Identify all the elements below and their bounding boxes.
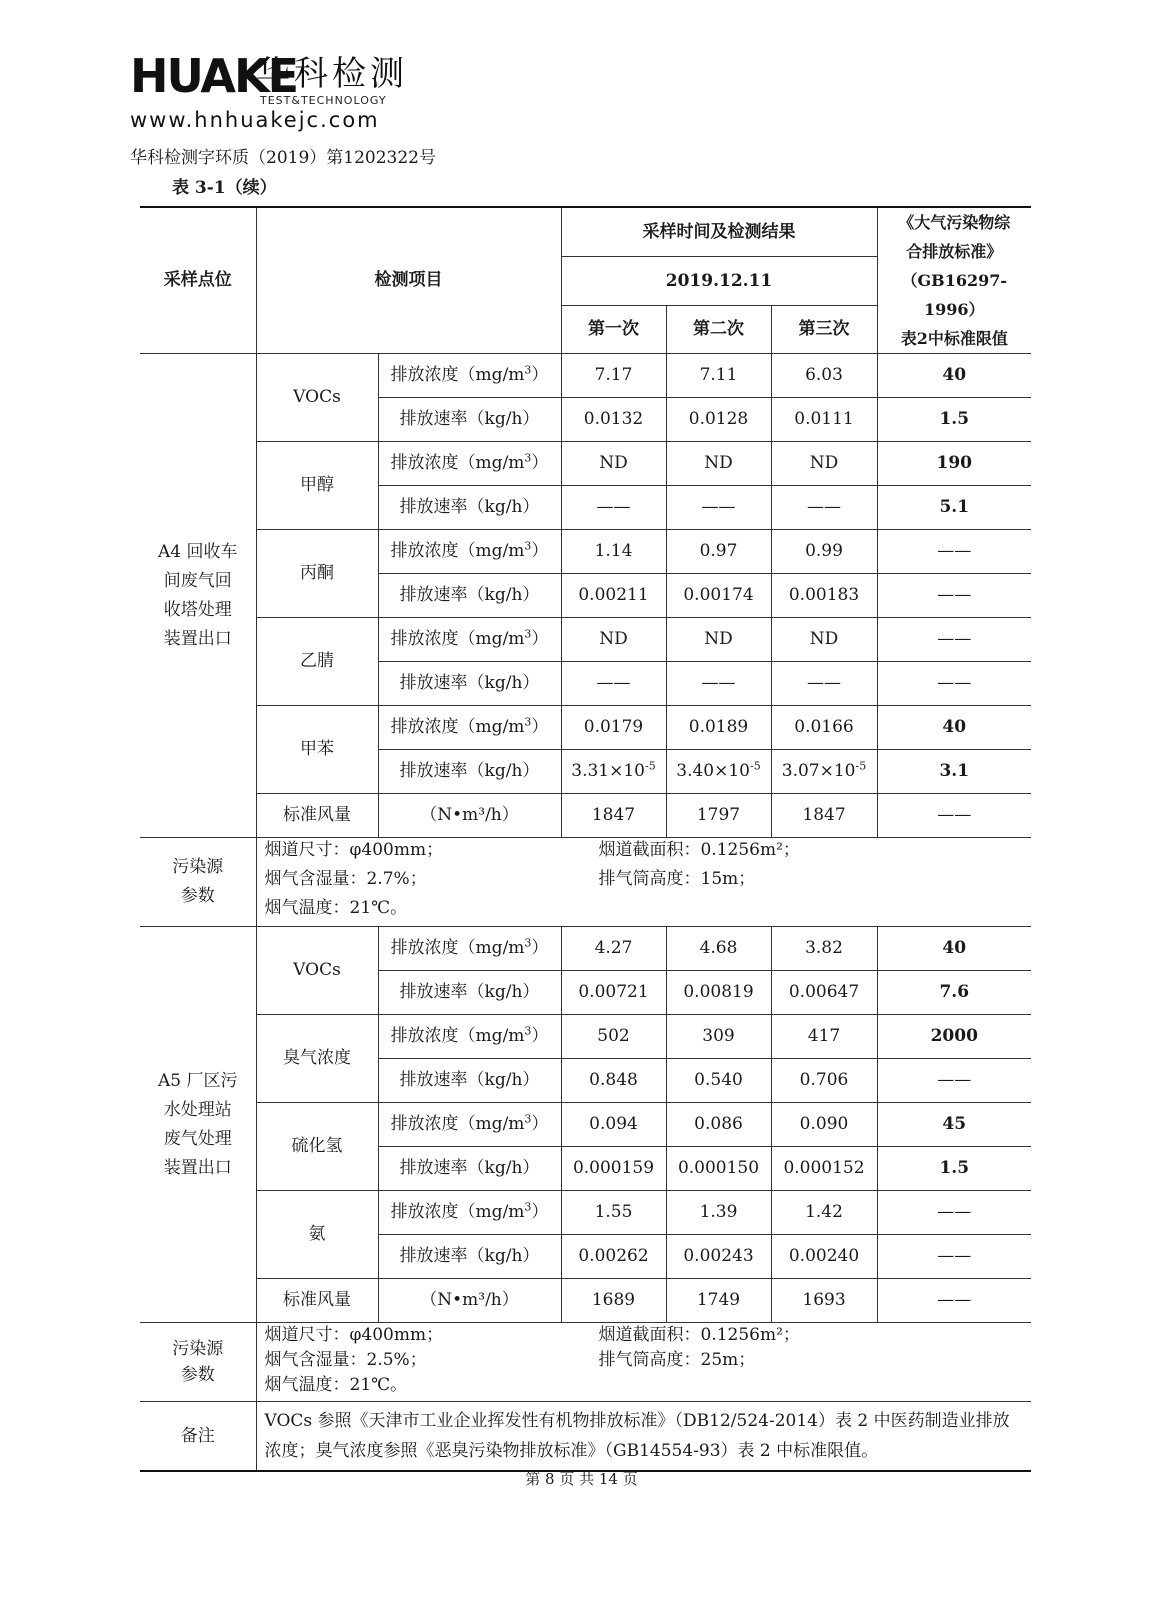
table-title: 表 3-1（续） (172, 178, 277, 198)
logo-subtitle: TEST&TECHNOLOGY (260, 94, 387, 107)
value-cell: ND (771, 618, 877, 662)
point-a4: A4 回收车 间废气回 收塔处理 装置出口 (140, 354, 256, 838)
item-methanol: 甲醇 (256, 442, 378, 530)
value-cell: 0.000150 (666, 1147, 771, 1191)
value-cell: 0.706 (771, 1059, 877, 1103)
value-cell: 0.00647 (771, 971, 877, 1015)
item-vocs: VOCs (256, 927, 378, 1015)
item-acetonitrile: 乙腈 (256, 618, 378, 706)
unit-conc: 排放浓度$(mg/m^3)$ (378, 530, 561, 574)
value-cell: 417 (771, 1015, 877, 1059)
value-cell: 0.0166 (771, 706, 877, 750)
unit-conc: 排放浓度$(mg/m^3)$ (378, 618, 561, 662)
value-cell: —— (666, 662, 771, 706)
std-cell: —— (877, 1279, 1031, 1323)
value-cell: 1.55 (561, 1191, 666, 1235)
value-cell: 0.000152 (771, 1147, 877, 1191)
value-cell: 0.97 (666, 530, 771, 574)
std-cell: 5.1 (877, 486, 1031, 530)
std-line-1: 《大气污染物综 (898, 213, 1011, 232)
source-params-label: 污染源 参数 (140, 838, 256, 927)
source-params-a5: 烟道尺寸：φ400mm； 烟道截面积：0.1256m²； 烟气含湿量：2.5%； 排气筒高度：25m； 烟气温度：21℃。 (256, 1323, 1031, 1402)
unit-rate: 排放速率（kg/h） (378, 1147, 561, 1191)
value-cell: 0.00240 (771, 1235, 877, 1279)
value-cell: 0.540 (666, 1059, 771, 1103)
value-cell: —— (771, 662, 877, 706)
company-logo (130, 49, 430, 132)
unit-flow: （N•m³/h） (378, 1279, 561, 1323)
value-cell: —— (561, 486, 666, 530)
logo-mark: HUAKE (130, 49, 298, 103)
unit-conc: 排放浓度$(mg/m^3)$ (378, 927, 561, 971)
value-cell: 0.0189 (666, 706, 771, 750)
header-round-3: 第三次 (771, 305, 877, 353)
page-number: 第 8 页 共 14 页 (525, 1470, 638, 1488)
std-cell: 1.5 (877, 1147, 1031, 1191)
unit-conc: 排放浓度$(mg/m^3)$ (378, 354, 561, 398)
value-cell: 0.00243 (666, 1235, 771, 1279)
unit-rate: 排放速率（kg/h） (378, 662, 561, 706)
value-cell: 0.848 (561, 1059, 666, 1103)
std-cell: —— (877, 1191, 1031, 1235)
std-cell: 45 (877, 1103, 1031, 1147)
unit-conc: 排放浓度$(mg/m^3)$ (378, 706, 561, 750)
value-cell: 0.00211 (561, 574, 666, 618)
point-a5: A5 厂区污 水处理站 废气处理 装置出口 (140, 927, 256, 1323)
item-flow: 标准风量 (256, 1279, 378, 1323)
value-cell: 1847 (561, 794, 666, 838)
value-cell: 0.00819 (666, 971, 771, 1015)
report-number: 华科检测字环质（2019）第1202322号 (130, 148, 436, 168)
note-label: 备注 (140, 1402, 256, 1472)
std-cell: —— (877, 1235, 1031, 1279)
value-cell: 1847 (771, 794, 877, 838)
std-line-2: 合排放标准》 (906, 242, 1003, 261)
logo-chinese-name: 华科检测 (256, 54, 408, 94)
header-test-item: 检测项目 (256, 207, 561, 354)
value-cell: $3.40\times 10^{-5}$ (666, 750, 771, 794)
value-cell: 0.0179 (561, 706, 666, 750)
note-text: VOCs 参照《天津市工业企业挥发性有机物排放标准》（DB12/524-2014）表 2 中医药制造业排放浓度；臭气浓度参照《恶臭污染物排放标准》（GB14554-93）表 2 中标准限值。 (256, 1402, 1031, 1472)
std-cell: —— (877, 794, 1031, 838)
value-cell: ND (771, 442, 877, 486)
value-cell: 0.0132 (561, 398, 666, 442)
std-line-3: （GB16297-1996） (901, 271, 1008, 319)
value-cell: ND (561, 618, 666, 662)
value-cell: —— (666, 486, 771, 530)
value-cell: ND (666, 442, 771, 486)
std-cell: 1.5 (877, 398, 1031, 442)
header-sampling-point: 采样点位 (140, 207, 256, 354)
unit-rate: 排放速率（kg/h） (378, 574, 561, 618)
unit-rate: 排放速率（kg/h） (378, 486, 561, 530)
std-cell: 2000 (877, 1015, 1031, 1059)
value-cell: 6.03 (771, 354, 877, 398)
value-cell: 7.17 (561, 354, 666, 398)
value-cell: 0.00262 (561, 1235, 666, 1279)
unit-conc: 排放浓度$(mg/m^3)$ (378, 1191, 561, 1235)
unit-flow: （N•m³/h） (378, 794, 561, 838)
header-round-1: 第一次 (561, 305, 666, 353)
item-ammonia: 氨 (256, 1191, 378, 1279)
item-toluene: 甲苯 (256, 706, 378, 794)
std-cell: —— (877, 1059, 1031, 1103)
header-results: 采样时间及检测结果 (561, 207, 877, 257)
value-cell: 0.0111 (771, 398, 877, 442)
unit-rate: 排放速率（kg/h） (378, 1059, 561, 1103)
value-cell: 1.42 (771, 1191, 877, 1235)
unit-rate: 排放速率（kg/h） (378, 398, 561, 442)
source-params-label: 污染源 参数 (140, 1323, 256, 1402)
results-table (140, 206, 1031, 1472)
unit-conc: 排放浓度$(mg/m^3)$ (378, 1015, 561, 1059)
std-line-4: 表2中标准限值 (900, 329, 1008, 348)
value-cell: 502 (561, 1015, 666, 1059)
value-cell: —— (561, 662, 666, 706)
value-cell: 3.82 (771, 927, 877, 971)
item-flow: 标准风量 (256, 794, 378, 838)
value-cell: 0.000159 (561, 1147, 666, 1191)
std-cell: 7.6 (877, 971, 1031, 1015)
item-acetone: 丙酮 (256, 530, 378, 618)
header-standard (877, 207, 1031, 354)
value-cell: 0.0128 (666, 398, 771, 442)
value-cell: 0.00183 (771, 574, 877, 618)
value-cell: 1749 (666, 1279, 771, 1323)
value-cell: $3.07\times 10^{-5}$ (771, 750, 877, 794)
unit-rate: 排放速率（kg/h） (378, 750, 561, 794)
header-round-2: 第二次 (666, 305, 771, 353)
value-cell: 1.39 (666, 1191, 771, 1235)
value-cell: 0.00174 (666, 574, 771, 618)
std-cell: —— (877, 574, 1031, 618)
std-cell: 40 (877, 927, 1031, 971)
value-cell: 0.086 (666, 1103, 771, 1147)
unit-rate: 排放速率（kg/h） (378, 1235, 561, 1279)
value-cell: 0.094 (561, 1103, 666, 1147)
unit-rate: 排放速率（kg/h） (378, 971, 561, 1015)
std-cell: —— (877, 618, 1031, 662)
value-cell: 7.11 (666, 354, 771, 398)
source-params-a4: 烟道尺寸：φ400mm； 烟道截面积：0.1256m²； 烟气含湿量：2.7%； 排气筒高度：15m； 烟气温度：21℃。 (256, 838, 1031, 927)
std-cell: 40 (877, 706, 1031, 750)
std-cell: 40 (877, 354, 1031, 398)
value-cell: 0.090 (771, 1103, 877, 1147)
std-cell: —— (877, 662, 1031, 706)
logo-url: www.hnhuakejc.com (130, 108, 380, 132)
item-vocs: VOCs (256, 354, 378, 442)
header-date: 2019.12.11 (561, 257, 877, 305)
value-cell: 0.00721 (561, 971, 666, 1015)
value-cell: —— (771, 486, 877, 530)
value-cell: $3.31\times 10^{-5}$ (561, 750, 666, 794)
item-h2s: 硫化氢 (256, 1103, 378, 1191)
value-cell: 4.27 (561, 927, 666, 971)
value-cell: 1.14 (561, 530, 666, 574)
value-cell: ND (666, 618, 771, 662)
std-cell: 3.1 (877, 750, 1031, 794)
value-cell: 1689 (561, 1279, 666, 1323)
value-cell: 309 (666, 1015, 771, 1059)
unit-conc: 排放浓度$(mg/m^3)$ (378, 1103, 561, 1147)
value-cell: 1693 (771, 1279, 877, 1323)
value-cell: 0.99 (771, 530, 877, 574)
unit-conc: 排放浓度$(mg/m^3)$ (378, 442, 561, 486)
value-cell: ND (561, 442, 666, 486)
value-cell: 1797 (666, 794, 771, 838)
value-cell: 4.68 (666, 927, 771, 971)
item-odor: 臭气浓度 (256, 1015, 378, 1103)
std-cell: —— (877, 530, 1031, 574)
std-cell: 190 (877, 442, 1031, 486)
